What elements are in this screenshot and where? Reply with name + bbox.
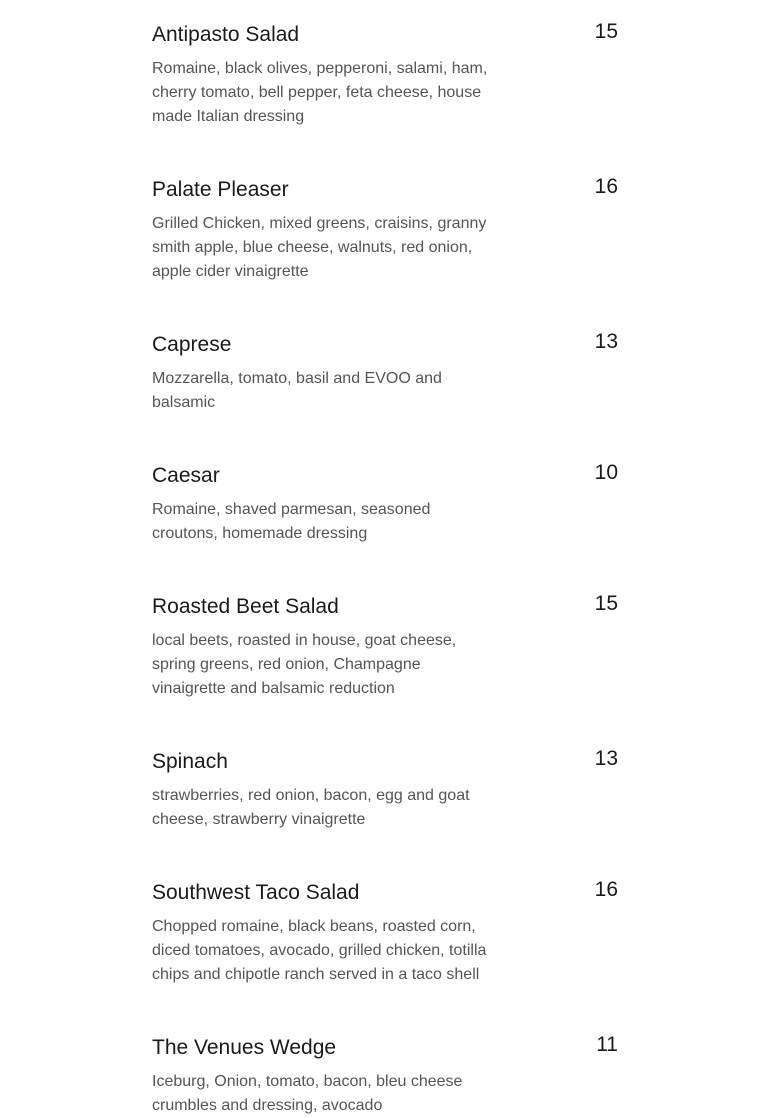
item-name: Caesar — [152, 464, 220, 487]
item-name: Spinach — [152, 750, 228, 773]
item-name: The Venues Wedge — [152, 1036, 337, 1059]
item-price: 15 — [594, 20, 618, 43]
item-price: 15 — [594, 592, 618, 615]
item-price: 16 — [594, 175, 618, 198]
item-price: 11 — [596, 1033, 618, 1056]
item-name: Roasted Beet Salad — [152, 595, 339, 618]
item-name: Southwest Taco Salad — [152, 881, 360, 904]
item-name: Antipasto Salad — [152, 23, 300, 46]
item-description: Romaine, black olives, pepperoni, salami, ham, cherry tomato, bell pepper, feta cheese, house made Italian dressing — [152, 60, 488, 125]
item-price: 16 — [594, 878, 618, 901]
item-description: Chopped romaine, black beans, roasted corn, diced tomatoes, avocado, grilled chicken, totilla chips and chipotle ranch served in a taco shell — [152, 918, 487, 983]
item-description: local beets, roasted in house, goat cheese, spring greens, red onion, Champagne vinaigrette and balsamic reduction — [152, 632, 457, 697]
item-description: Iceburg, Onion, tomato, bacon, bleu cheese crumbles and dressing, avocado — [152, 1073, 463, 1114]
item-price: 10 — [594, 461, 618, 484]
item-name: Palate Pleaser — [152, 178, 289, 201]
item-price: 13 — [594, 747, 618, 770]
item-description: Mozzarella, tomato, basil and EVOO and balsamic — [152, 370, 442, 411]
item-description: Grilled Chicken, mixed greens, craisins, granny smith apple, blue cheese, walnuts, red onion, apple cider vinaigrette — [152, 215, 487, 280]
item-description: Romaine, shaved parmesan, seasoned croutons, homemade dressing — [152, 501, 431, 542]
item-description: strawberries, red onion, bacon, egg and goat cheese, strawberry vinaigrette — [152, 787, 470, 828]
item-price: 13 — [594, 330, 618, 353]
item-name: Caprese — [152, 333, 232, 356]
